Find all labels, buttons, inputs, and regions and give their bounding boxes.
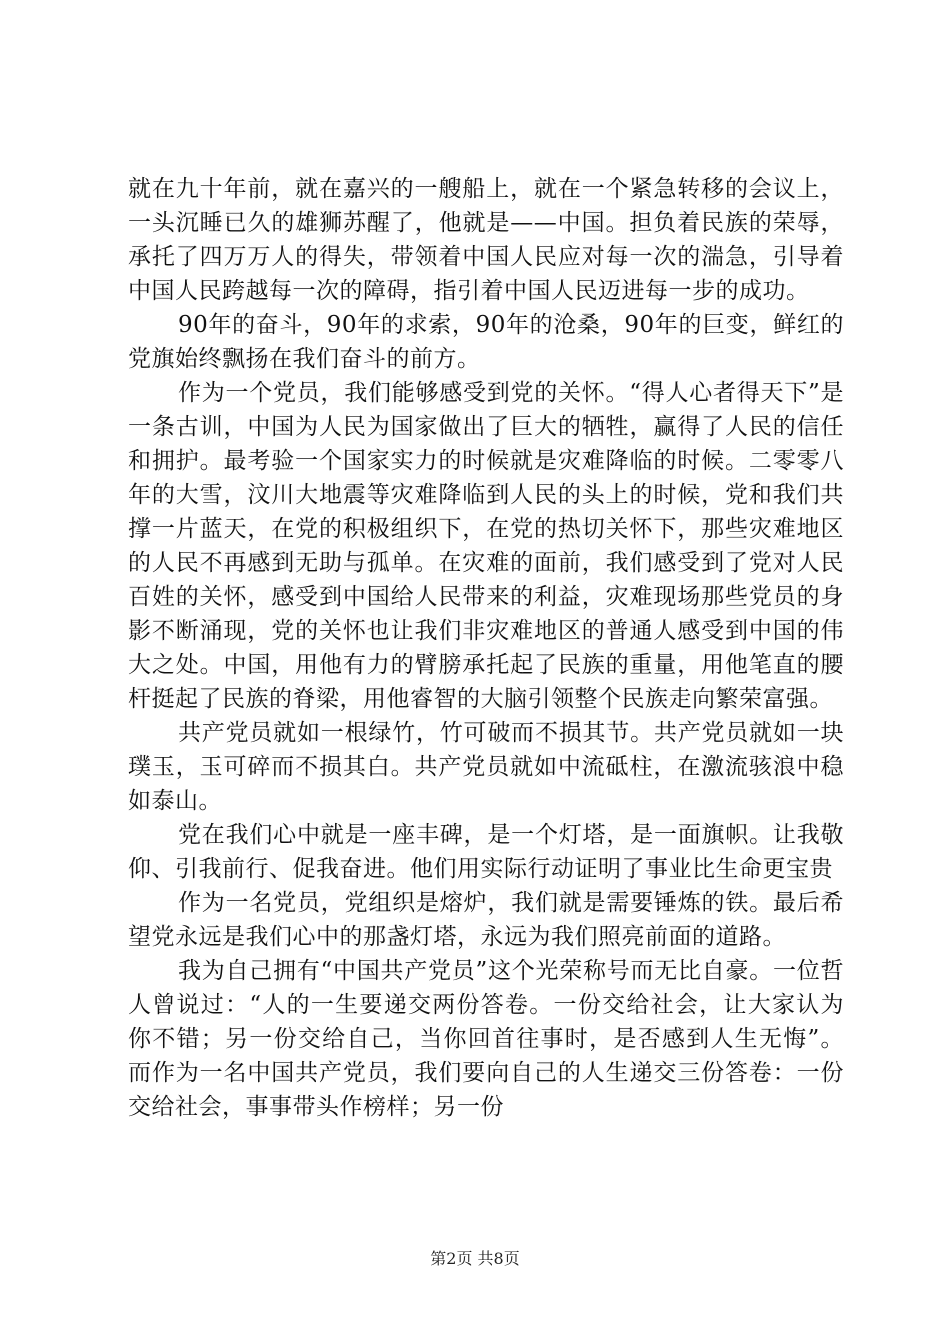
paragraph-5: 党在我们心中就是一座丰碑，是一个灯塔，是一面旗帜。让我敬仰、引我前行、促我奋进。他们用实际行动证明了事业比生命更宝贵	[128, 822, 844, 882]
paragraph-6: 作为一名党员，党组织是熔炉，我们就是需要锤炼的铁。最后希望党永远是我们心中的那盏灯塔，永远为我们照亮前面的道路。	[128, 890, 844, 950]
paragraph-4: 共产党员就如一根绿竹，竹可破而不损其节。共产党员就如一块璞玉，玉可碎而不损其白。共产党员就如中流砥柱，在激流骇浪中稳如泰山。	[128, 720, 844, 814]
document-body	[128, 172, 844, 1124]
page-number-footer: 第2页 共8页	[430, 1249, 520, 1268]
paragraph-2: 90年的奋斗，90年的求索，90年的沧桑，90年的巨变，鲜红的党旗始终飘扬在我们奋斗的前方。	[128, 312, 844, 372]
paragraph-1: 就在九十年前，就在嘉兴的一艘船上，就在一个紧急转移的会议上，一头沉睡已久的雄狮苏醒了，他就是——中国。担负着民族的荣辱，承托了四万万人的得失，带领着中国人民应对每一次的湍急，引导着中国人民跨越每一次的障碍，指引着中国人民迈进每一步的成功。	[128, 176, 844, 304]
paragraph-7: 我为自己拥有“中国共产党员”这个光荣称号而无比自豪。一位哲人曾说过：“人的一生要递交两份答卷。一份交给社会，让大家认为你不错；另一份交给自己，当你回首往事时，是否感到人生无悔”。而作为一名中国共产党员，我们要向自己的人生递交三份答卷：一份交给社会，事事带头作榜样；另一份	[128, 958, 844, 1120]
paragraph-3: 作为一个党员，我们能够感受到党的关怀。“得人心者得天下”是一条古训，中国为人民为国家做出了巨大的牺牲，赢得了人民的信任和拥护。最考验一个国家实力的时候就是灾难降临的时候。二零零八年的大雪，汶川大地震等灾难降临到人民的头上的时候，党和我们共撑一片蓝天，在党的积极组织下，在党的热切关怀下，那些灾难地区的人民不再感到无助与孤单。在灾难的面前，我们感受到了党对人民百姓的关怀，感受到中国给人民带来的利益，灾难现场那些党员的身影不断涌现，党的关怀也让我们非灾难地区的普通人感受到中国的伟大之处。中国，用他有力的臂膀承托起了民族的重量，用他笔直的腰杆挺起了民族的脊梁，用他睿智的大脑引领整个民族走向繁荣富强。	[128, 380, 844, 712]
